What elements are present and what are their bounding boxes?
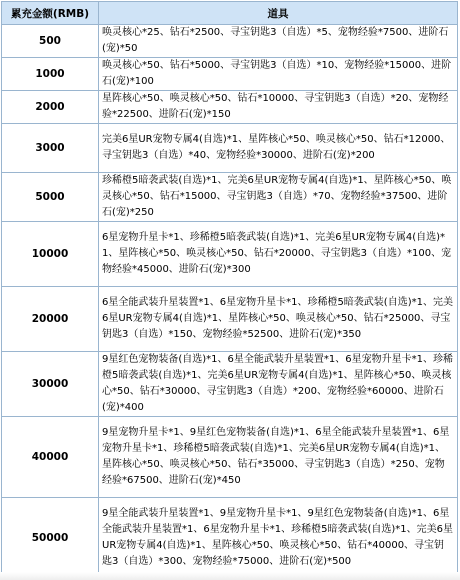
row-items: 9星红色宠物装备(自选)*1、6星全能武装升星装置*1、6星宠物升星卡*1、珍稀橙5暗袭武装(自选)*1、完美6星UR宠物专属4(自选)*1、星阵核心*50、唤灵核心*50、钻石*30000、寻宝钥匙3（自选）*200、宠物经验*60000、进阶石(宠)*400 — [99, 352, 458, 417]
row-amount: 50000 — [2, 498, 99, 579]
row-amount: 500 — [2, 25, 99, 58]
row-items: 珍稀橙5暗袭武装(自选)*1、完美6星UR宠物专属4(自选)*1、星阵核心*50、唤灵核心*50、钻石*15000、寻宝钥匙3（自选）*70、宠物经验*37500、进阶石(宠)*250 — [99, 173, 458, 222]
row-amount: 5000 — [2, 173, 99, 222]
table-row — [2, 352, 458, 417]
table-row — [2, 498, 458, 579]
recharge-reward-table — [1, 1, 458, 579]
table-row — [2, 173, 458, 222]
row-items: 6星全能武装升星装置*1、6星宠物升星卡*1、珍稀橙5暗袭武装(自选)*1、完美6星UR宠物专属4(自选)*1、星阵核心*50、唤灵核心*50、钻石*25000、寻宝钥匙3（自选）*150、宠物经验*52500、进阶石(宠)*350 — [99, 287, 458, 352]
row-amount: 20000 — [2, 287, 99, 352]
table-row — [2, 58, 458, 91]
row-items: 唤灵核心*50、钻石*5000、寻宝钥匙3（自选）*10、宠物经验*15000、进阶石(宠)*100 — [99, 58, 458, 91]
bottom-edge-shadow — [0, 572, 460, 580]
table-row — [2, 25, 458, 58]
table-row — [2, 417, 458, 498]
row-amount: 3000 — [2, 124, 99, 173]
row-amount: 40000 — [2, 417, 99, 498]
row-items: 9星全能武装升星装置*1、9星宠物升星卡*1、9星红色宠物装备(自选)*1、6星全能武装升星装置*1、6星宠物升星卡*1、珍稀橙5暗袭武装(自选)*1、完美6星UR宠物专属4(自选)*1、星阵核心*50、唤灵核心*50、钻石*40000、寻宝钥匙3（自选）*300、宠物经验*75000、进阶石(宠)*500 — [99, 498, 458, 579]
table-row — [2, 287, 458, 352]
table-row — [2, 91, 458, 124]
row-amount: 2000 — [2, 91, 99, 124]
row-amount: 30000 — [2, 352, 99, 417]
row-items: 6星宠物升星卡*1、珍稀橙5暗袭武装(自选)*1、完美6星UR宠物专属4(自选)*1、星阵核心*50、唤灵核心*50、钻石*20000、寻宝钥匙3（自选）*100、宠物经验*45000、进阶石(宠)*300 — [99, 222, 458, 287]
table-row — [2, 222, 458, 287]
row-items: 唤灵核心*25、钻石*2500、寻宝钥匙3（自选）*5、宠物经验*7500、进阶石(宠)*50 — [99, 25, 458, 58]
table-row — [2, 124, 458, 173]
row-amount: 1000 — [2, 58, 99, 91]
header-row — [2, 2, 458, 25]
row-items: 9星宠物升星卡*1、9星红色宠物装备(自选)*1、6星全能武装升星装置*1、6星宠物升星卡*1、珍稀橙5暗袭武装(自选)*1、完美6星UR宠物专属4(自选)*1、星阵核心*50、唤灵核心*50、钻石*35000、寻宝钥匙3（自选）*250、宠物经验*67500、进阶石(宠)*450 — [99, 417, 458, 498]
header-items: 道具 — [99, 2, 458, 25]
header-amount: 累充金额(RMB) — [2, 2, 99, 25]
row-items: 完美6星UR宠物专属4(自选)*1、星阵核心*50、唤灵核心*50、钻石*12000、寻宝钥匙3（自选）*40、宠物经验*30000、进阶石(宠)*200 — [99, 124, 458, 173]
row-amount: 10000 — [2, 222, 99, 287]
row-items: 星阵核心*50、唤灵核心*50、钻石*10000、寻宝钥匙3（自选）*20、宠物经验*22500、进阶石(宠)*150 — [99, 91, 458, 124]
